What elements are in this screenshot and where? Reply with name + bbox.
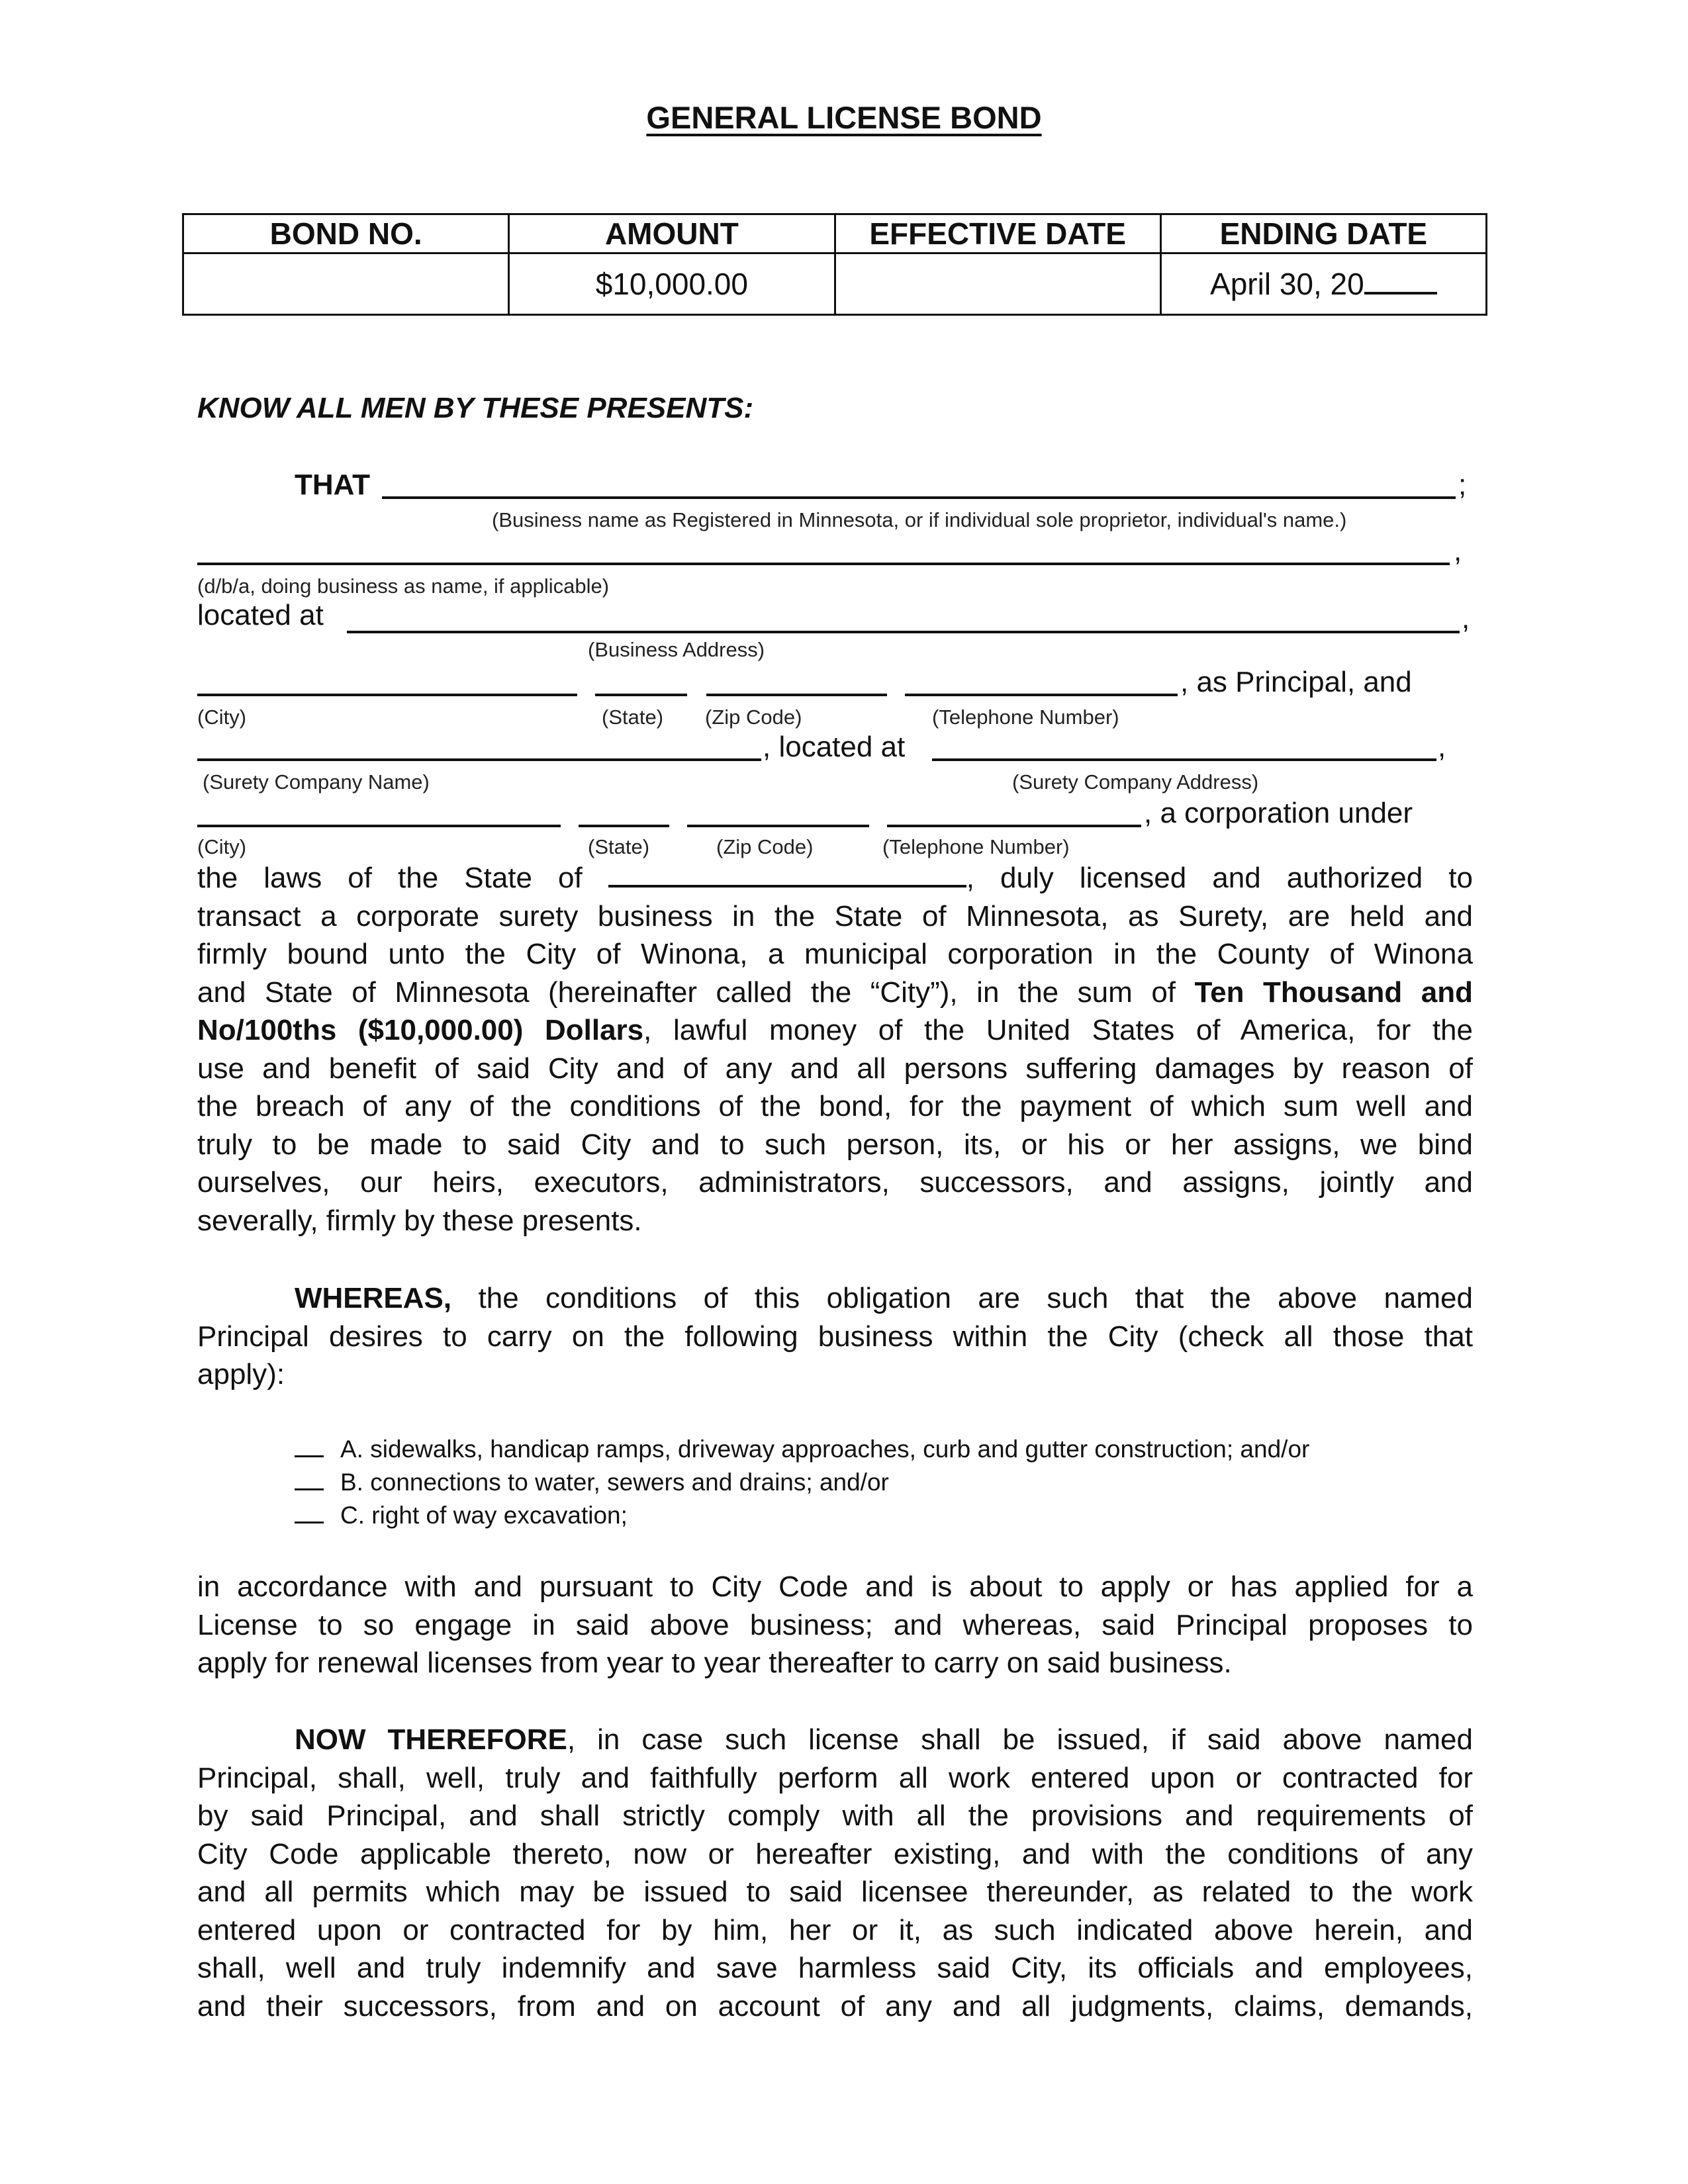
accordance-paragraph [197,1568,1473,1682]
checklist-label: C. right of way excavation; [340,1502,628,1529]
text: severally, firmly by these presents. [197,1204,642,1237]
effective-date-field[interactable] [835,253,1160,315]
text: apply for renewal licenses from year to year thereafter to carry on said business. [197,1647,1232,1679]
paragraph-line [197,935,1473,974]
dba-field[interactable] [197,563,1450,565]
header-bond-no: BOND NO. [183,214,509,253]
checkbox-blank[interactable] [295,1469,324,1490]
checklist-item-b [295,1466,1309,1499]
ending-date-field[interactable] [1160,253,1486,315]
amount-value: $10,000.00 [509,253,835,315]
text: entered upon or contracted for by him, her or it, as such indicated above herein, and [197,1913,1473,1946]
paragraph-line [197,1949,1473,1987]
surety-address-caption: (Surety Company Address) [1012,770,1259,794]
text: and all permits which may be issued to said licensee thereunder, as related to the work [197,1876,1473,1908]
paragraph-line [197,1606,1473,1645]
text: apply): [197,1358,285,1390]
year-blank[interactable] [1364,285,1437,295]
paragraph-line [197,1050,1473,1088]
checkbox-blank[interactable] [295,1435,324,1457]
checklist-item-a [295,1433,1309,1466]
table-row [183,253,1487,315]
bond-no-field[interactable] [183,253,509,315]
text: City Code applicable thereto, now or hereafter existing, and with the conditions of any [197,1837,1473,1870]
checkbox-blank[interactable] [295,1502,324,1524]
surety-city-field[interactable] [197,825,561,827]
text: by said Principal, and shall strictly comply with all the provisions and requirements of [197,1799,1473,1832]
text: in accordance with and pursuant to City Code and is about to apply or has applied for a [197,1570,1473,1603]
paragraph-line [197,1163,1473,1202]
paragraph-line [197,1126,1473,1164]
header-amount: AMOUNT [509,214,835,253]
surety-company-name-field[interactable] [197,758,761,761]
text: transact a corporate surety business in the State of Minnesota, as Surety, are held and [197,899,1473,933]
text: the breach of any of the conditions of the bond, for the payment of which sum well and [197,1090,1473,1122]
zip-caption: (Zip Code) [716,835,814,858]
text: truly to be made to said City and to such person, its, or his or her assigns, we bind [197,1128,1473,1161]
paragraph-line [197,1568,1473,1606]
surety-state-field[interactable] [579,825,669,827]
principal-state-field[interactable] [595,694,687,696]
header-ending-date: ENDING DATE [1160,214,1486,253]
as-principal-text: , as Principal, and [1180,666,1412,698]
paragraph-line [197,1759,1473,1797]
dba-caption: (d/b/a, doing business as name, if applicable) [197,574,610,598]
text: License to so engage in said above business; and whereas, said Principal proposes to [197,1608,1473,1641]
paragraph-line [197,1087,1473,1126]
paragraph-line [197,897,1473,936]
principal-city-field[interactable] [197,694,577,696]
ending-date-text: April 30, 20 [1210,267,1364,301]
paragraph-line [197,1355,1473,1394]
zip-caption: (Zip Code) [705,705,802,729]
surety-name-caption: (Surety Company Name) [203,770,430,794]
surety-phone-field[interactable] [887,825,1141,827]
text: use and benefit of said City and of any and all persons suffering damages by reason of [197,1052,1473,1085]
checklist-item-c [295,1499,1309,1532]
business-name-field[interactable] [382,496,1456,499]
business-address-caption: (Business Address) [588,638,765,661]
table-header-row [183,214,1487,253]
that-label: THAT [295,469,371,501]
surety-company-address-field[interactable] [932,758,1436,761]
paragraph-line [197,1797,1473,1835]
corporation-under-text: , a corporation under [1144,797,1413,829]
paragraph-line [197,1721,1473,1759]
text: the laws of the State of [197,862,608,894]
state-caption: (State) [588,835,650,858]
paragraph-line [197,1318,1473,1356]
checklist-label: B. connections to water, sewers and drains; and/or [340,1469,889,1496]
surety-located-at-text: , located at [763,731,906,763]
bold-text: NOW THEREFORE [295,1723,567,1756]
business-address-field[interactable] [347,631,1460,633]
principal-zip-field[interactable] [706,694,887,696]
bold-text: No/100ths ($10,000.00) Dollars [197,1014,644,1046]
semicolon: ; [1458,469,1467,501]
bond-info-table [182,213,1487,316]
principal-phone-field[interactable] [905,694,1178,696]
whereas-paragraph [197,1279,1473,1394]
text: , in case such license shall be issued, if said above named [567,1723,1473,1756]
city-caption: (City) [197,705,247,729]
comma: , [1462,602,1470,635]
paragraph-line [197,1873,1473,1911]
paragraph-line [197,974,1473,1012]
paragraph-line [197,1835,1473,1874]
text: and State of Minnesota (hereinafter called the “City”), in the sum of [197,976,1195,1009]
state-caption: (State) [602,705,664,729]
located-at-label: located at [197,599,324,631]
header-effective-date: EFFECTIVE DATE [835,214,1160,253]
know-all-men-heading: KNOW ALL MEN BY THESE PRESENTS: [197,392,754,424]
text: ourselves, our heirs, executors, administrators, successors, and assigns, jointly and [197,1166,1473,1199]
paragraph-line [197,859,1473,897]
city-caption: (City) [197,835,247,858]
phone-caption: (Telephone Number) [882,835,1070,858]
paragraph-line [197,1011,1473,1050]
text: shall, well and truly indemnify and save harmless said City, its officials and employees, [197,1952,1473,1984]
document-title: GENERAL LICENSE BOND [646,100,1042,135]
paragraph-line [197,1202,1473,1240]
phone-caption: (Telephone Number) [932,705,1119,729]
paragraph-line [197,1987,1473,2026]
text: , duly licensed and authorized to [966,862,1473,894]
bold-text: Ten Thousand and [1194,976,1473,1009]
text: and their successors, from and on account of any and all judgments, claims, demands, [197,1989,1473,2023]
text: firmly bound unto the City of Winona, a municipal corporation in the County of Winona [197,938,1473,970]
surety-zip-field[interactable] [687,825,869,827]
paragraph-line [197,1911,1473,1950]
comma: , [1454,535,1462,567]
bold-text: WHEREAS, [295,1282,452,1314]
paragraph-line [197,1644,1473,1682]
text: Principal, shall, well, truly and faithfully perform all work entered upon or contracted for [197,1761,1473,1794]
checklist-label: A. sidewalks, handicap ramps, driveway approaches, curb and gutter construction; and/or [340,1435,1310,1463]
now-therefore-paragraph [197,1721,1473,2025]
text: the conditions of this obligation are such that the above named [451,1282,1473,1314]
text: , lawful money of the United States of America, for the [643,1014,1473,1046]
comma: , [1438,731,1446,763]
paragraph-line [197,1279,1473,1318]
text: Principal desires to carry on the following business within the City (check all those that [197,1320,1473,1353]
business-type-checklist [295,1433,1309,1532]
business-name-caption: (Business name as Registered in Minnesota, or if individual sole proprietor, individual's name.) [492,508,1347,531]
state-of-incorporation-field[interactable] [608,861,966,887]
bond-obligation-paragraph [197,859,1473,1240]
